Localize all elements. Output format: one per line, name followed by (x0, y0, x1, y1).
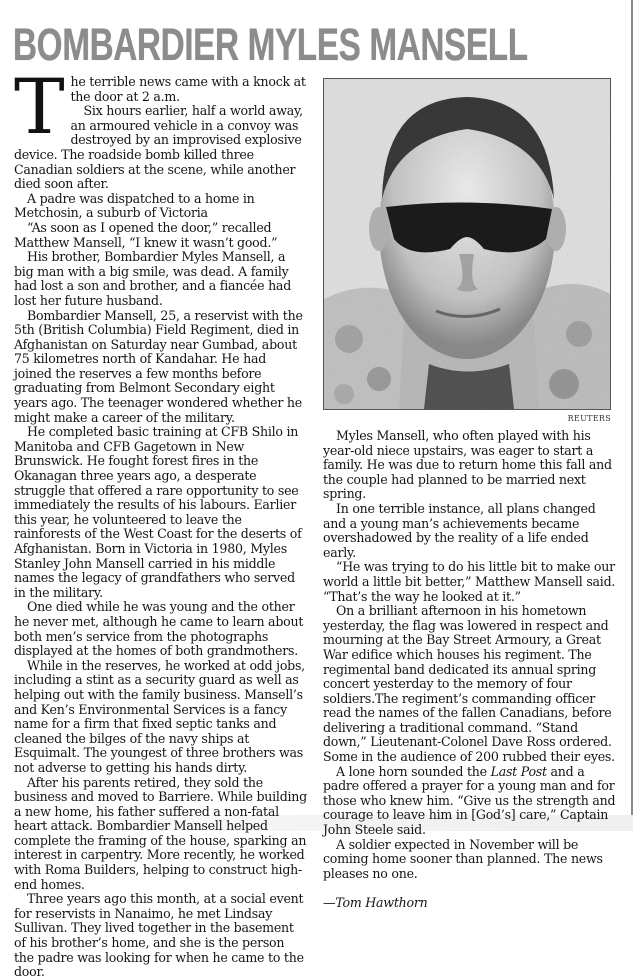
article-paragraph: Six hours earlier, half a world away, an armoured vehicle in a convoy was destroyed by an improvised explosive device. The roadside bomb killed three Canadian soldiers at the scene, while another died soon after. (14, 103, 303, 192)
article-column-right (323, 429, 616, 911)
article-paragraph: “As soon as I opened the door,” recalled Matthew Mansell, “I knew it wasn’t good.” (14, 219, 278, 250)
article-paragraph: After his parents retired, they sold the business and moved to Barriere. While building a new home, his father suffered a non-fatal heart attack. Bombardier Mansell helped complete the framing of the house, sparking an interest in carpentry. More recently, he worked with Roma Builders, helping to construct high-end homes. (14, 774, 307, 892)
article-paragraph: His brother, Bombardier Myles Mansell, a big man with a big smile, was dead. A family had lost a son and brother, and a fiancée had lost her future husband. (14, 249, 292, 308)
drop-cap: T (14, 62, 65, 151)
headline: BOMBARDIER MYLES MANSELL (13, 19, 528, 70)
portrait-illustration (324, 79, 610, 409)
article-paragraph: The terrible news came with a knock at the door at 2 a.m. (14, 62, 306, 151)
article-paragraph: A soldier expected in November will be coming home sooner than planned. The news pleases no one. (323, 836, 603, 881)
article-paragraph: A padre was dispatched to a home in Metchosin, a suburb of Victoria (14, 190, 255, 221)
article-paragraph: “He was trying to do his little bit to make our world a little bit better,” Matthew Mansell said. “That’s the way he looked at it.” (323, 559, 616, 604)
article-paragraph: A lone horn sounded the Last Post and a padre offered a prayer for a young man and for those who knew him. “Give us the strength and courage to leave him in [God’s] care,” Captain John Steele said. (323, 763, 616, 838)
portrait-photo (323, 78, 611, 410)
article-paragraph: Three years ago this month, at a social event for reservists in Nanaimo, he met Lindsay Sullivan. They lived together in the basement of his brother’s home, and she is the person the padre was looking for when he came to the door. (14, 891, 304, 980)
last-post-title: Last Post (490, 763, 547, 779)
byline: —Tom Hawthorn (323, 895, 428, 911)
photo-figure (323, 78, 611, 423)
article-paragraph: One died while he was young and the other he never met, although he came to learn about both men’s service from the photographs displayed at the homes of both grandmothers. (14, 599, 304, 659)
article-paragraph: Myles Mansell, who often played with his year-old niece upstairs, was eager to start a family. He was due to return home this fall and the couple had planned to be married next spring. (323, 428, 612, 502)
photo-credit: REUTERS (567, 414, 611, 423)
article-paragraph: On a brilliant afternoon in his hometown yesterday, the flag was lowered in respect and mourning at the Bay Street Armoury, a Great War edifice which houses his regiment. The regimental band dedicated its annual spring concert yesterday to the memory of four soldiers.The regiment’s commanding officer read the names of the fallen Canadians, before delivering a traditional command. “Stand down,” Lieutenant-Colonel Dave Ross ordered. Some in the audience of 200 rubbed their eyes. (323, 603, 615, 765)
article-paragraph: In one terrible instance, all plans changed and a young man’s achievements became overshadowed by the reality of a life ended early. (323, 500, 596, 560)
article-column-left (14, 62, 307, 980)
article-paragraph: While in the reserves, he worked at odd jobs, including a stint as a security guard as well as helping out with the family business. Mansell’s and Ken’s Environmental Services is a fancy name for a firm that fixed septic tanks and cleaned the bilges of the navy ships at Esquimalt. The youngest of three brothers was not adverse to getting his hands dirty. (14, 657, 305, 775)
article-paragraph: Bombardier Mansell, 25, a reservist with the 5th (British Columbia) Field Regiment, died in Afghanistan on Saturday near Gumbad, about 75 kilometres north of Kandahar. He had joined the reserves a few months before graduating from Belmont Secondary eight years ago. The teenager wondered whether he might make a career of the military. (14, 307, 303, 425)
article-paragraph: He completed basic training at CFB Shilo in Manitoba and CFB Gagetown in New Brunswick. He fought forest fires in the Okanagan three years ago, a desperate struggle that offered a rare opportunity to see immediately the results of his labours. Earlier this year, he volunteered to leave the rainforests of the West Coast for the deserts of Afghanistan. Born in Victoria in 1980, Myles Stanley John Mansell carried in his middle names the legacy of grandfathers who served in the military. (14, 424, 302, 600)
